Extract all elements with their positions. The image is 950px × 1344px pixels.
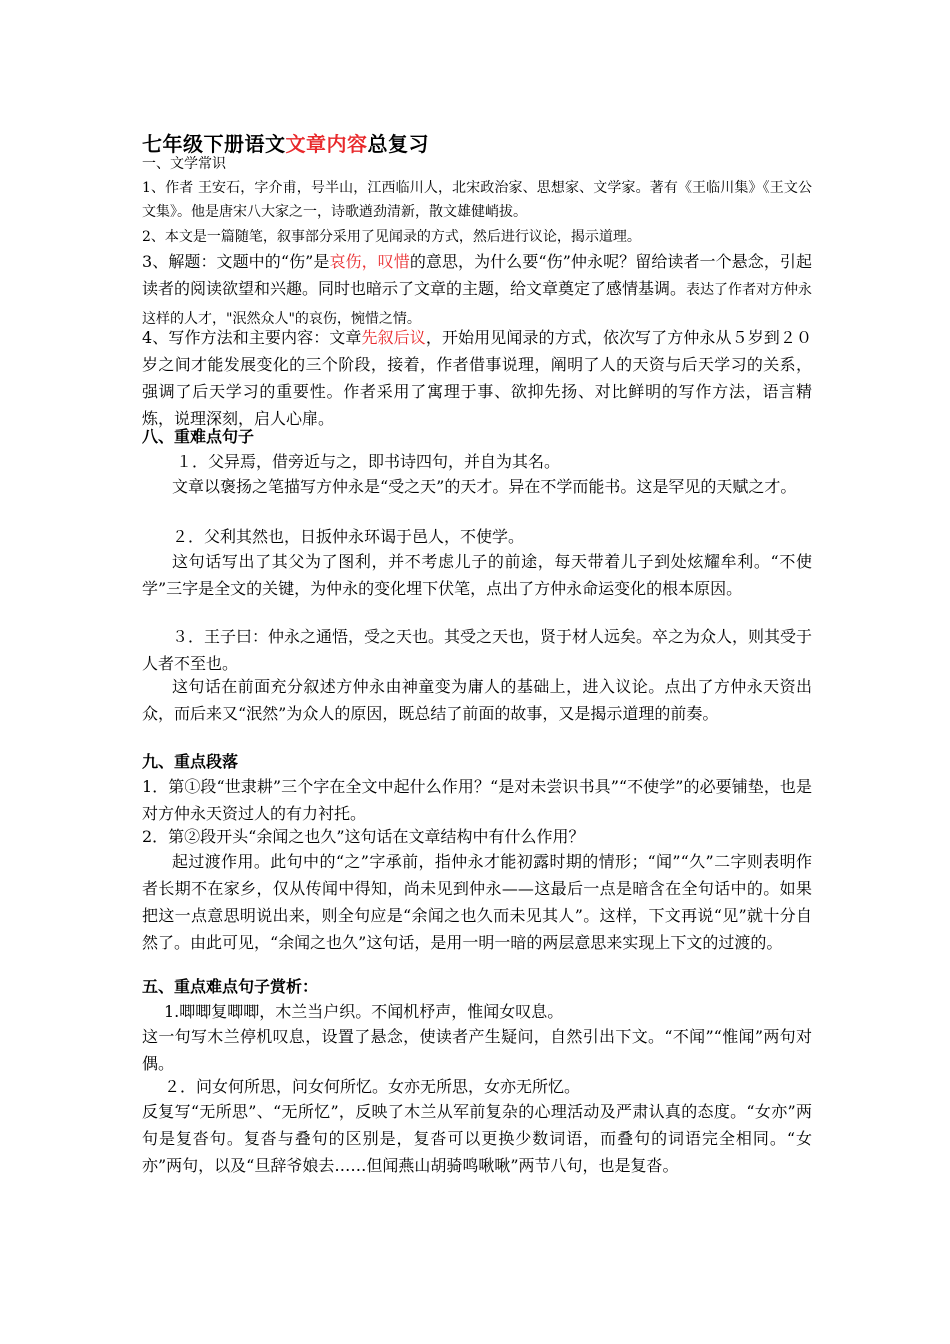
title-text-end: 总复习 (367, 132, 429, 156)
title-highlight: 文章内容 (285, 132, 368, 156)
highlight-text: 哀伤，叹惜 (329, 252, 410, 271)
key-sentence-1: １．父异焉，借旁近与之，即书诗四句，并自为其名。 (176, 452, 561, 471)
key-sentence-3: ３．王子曰：仲永之通悟，受之天也。其受之天也，贤于材人远矣。卒之为众人，则其受于人者不至也。 (142, 627, 813, 673)
paragraph-title-analysis: 3、解题：文题中的“伤”是哀伤，叹惜的意思，为什么要“伤”仲永呢？留给读者一个悬念，引起读者的阅读欲望和兴趣。同时也暗示了文章的主题，给文章奠定了感情基调。表达了作者对方仲永这样的人才，"泯然众人"的哀伤，惋惜之情。 (142, 252, 813, 327)
appreciation-sentence-1-note: 这一句写木兰停机叹息，设置了悬念，使读者产生疑问，自然引出下文。“不闻”“惟闻”两句对偶。 (142, 1027, 812, 1073)
section-heading-appreciation: 五、重点难点句子赏析： (142, 977, 319, 996)
key-sentence-2-note: 这句话写出了其父为了图利，并不考虑儿子的前途，每天带着儿子到处炫耀牟利。“不使学”三字是全文的关键，为仲永的变化埋下伏笔，点出了方仲永命运变化的根本原因。 (142, 552, 812, 598)
appreciation-sentence-2: ２．问女何所思，问女何所忆。女亦无所思，女亦无所忆。 (164, 1077, 581, 1096)
key-paragraph-1: 1．第①段“世隶耕”三个字在全文中起什么作用？“是对未尝识书具”“不使学”的必要铺垫，也是对方仲永天资过人的有力衬托。 (142, 777, 812, 823)
title-text: 七年级下册语文 (142, 132, 286, 156)
key-paragraph-2: 2．第②段开头“余闻之也久”这句话在文章结构中有什么作用？ (142, 827, 585, 846)
appreciation-sentence-1: 1.唧唧复唧唧，木兰当户织。不闻机杼声，惟闻女叹息。 (164, 1002, 564, 1021)
key-sentence-2: ２．父利其然也，日扳仲永环谒于邑人，不使学。 (172, 527, 525, 546)
key-sentence-1-note: 文章以褒扬之笔描写方仲永是“受之天”的天才。异在不学而能书。这是罕见的天赋之才。 (172, 477, 797, 496)
paragraph-author: 1、作者 王安石，字介甫，号半山，江西临川人，北宋政治家、思想家、文学家。著有《王临川集》《王文公文集》。他是唐宋八大家之一，诗歌遒劲清新，散文雄健峭拔。 (142, 180, 812, 220)
section-heading-key-sentences: 八、重难点句子 (142, 427, 255, 446)
key-sentence-3-note: 这句话在前面充分叙述方仲永由神童变为庸人的基础上，进入议论。点出了方仲永天资出众，而后来又“泯然”为众人的原因，既总结了前面的故事，又是揭示道理的前奏。 (142, 677, 812, 723)
appreciation-sentence-2-note: 反复写“无所思”、“无所忆”，反映了木兰从军前复杂的心理活动及严肃认真的态度。“女亦”两句是复沓句。复沓与叠句的区别是，复沓可以更换少数词语，而叠句的词语完全相同。“女亦”两句，以及“旦辞爷娘去……但闻燕山胡骑鸣啾啾”两节八句，也是复沓。 (142, 1102, 812, 1175)
section-heading-literature: 一、文学常识 (142, 156, 226, 172)
key-paragraph-2-note: 起过渡作用。此句中的“之”字承前，指仲永才能初露时期的情形；“闻”“久”二字则表明作者长期不在家乡，仅从传闻中得知，尚未见到仲永——这最后一点是暗含在全句话中的。如果把这一点意思明说出来，则全句应是“余闻之也久而未见其人”。这样，下文再说“见”就十分自然了。由此可见，“余闻之也久”这句话，是用一明一暗的两层意思来实现上下文的过渡的。 (142, 852, 812, 952)
section-heading-key-paragraphs: 九、重点段落 (142, 752, 239, 771)
highlight-text: 先叙后议 (361, 328, 426, 347)
paragraph-genre: 2、本文是一篇随笔，叙事部分采用了见闻录的方式，然后进行议论，揭示道理。 (142, 229, 641, 245)
paragraph-writing-method: 4、写作方法和主要内容：文章先叙后议，开始用见闻录的方式，依次写了方仲永从５岁到２０岁之间才能发展变化的三个阶段，接着，作者借事说理，阐明了人的天资与后天学习的关系，强调了后天学习的重要性。作者采用了寓理于事、欲抑先扬、对比鲜明的写作方法，语言精炼，说理深刻，启人心扉。 (142, 328, 812, 428)
